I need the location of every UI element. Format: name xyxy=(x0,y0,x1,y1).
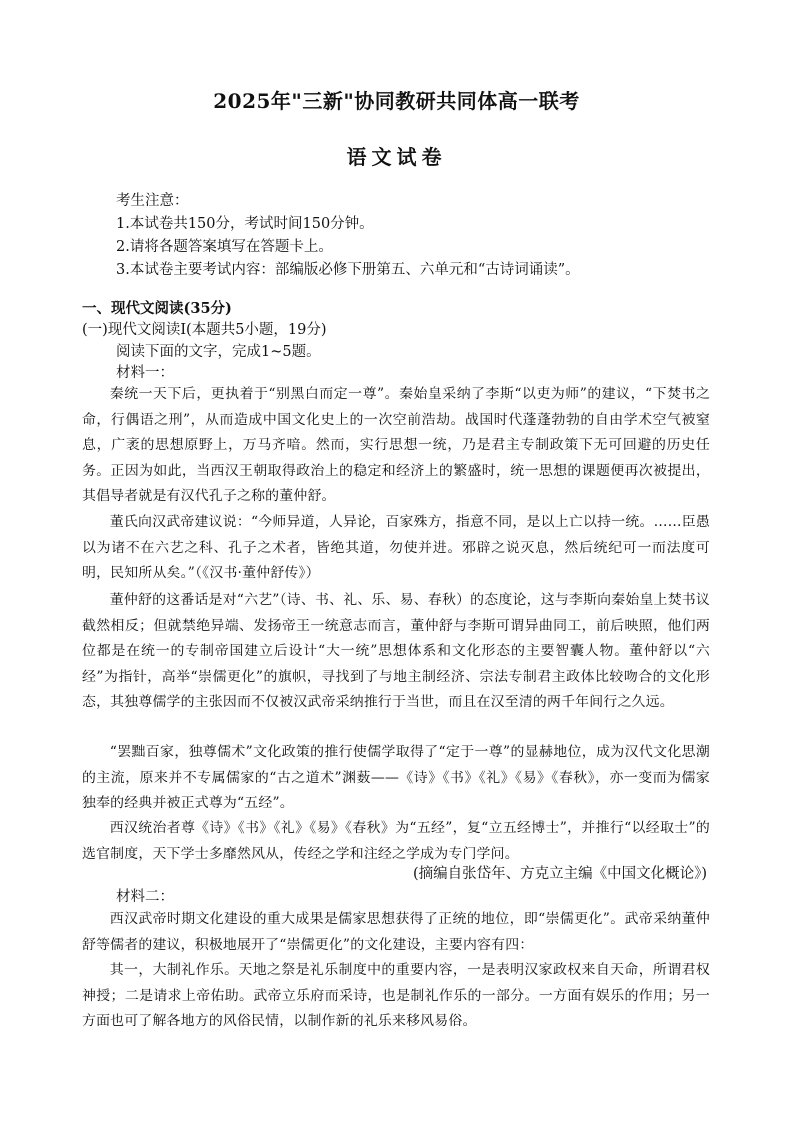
notice-heading: 考生注意： xyxy=(116,193,189,209)
material2-paragraph: 其一，大制礼作乐。天地之祭是礼乐制度中的重要内容，一是表明汉家政权来自天命，所谓君权神授；二是请求上帝佑助。武帝立乐府而采诗，也是制礼作乐的一部分。一方面有娱乐的作用；另一方面也可了解各地方的风俗民情，以制作新的礼乐来移风易俗。 xyxy=(82,962,710,1029)
material1-paragraph: 董仲舒的这番话是对“六艺”（诗、书、礼、乐、易、春秋）的态度论，这与李斯向秦始皇上焚书议截然相反；但就禁绝异端、发扬帝王一统意志而言，董仲舒与李斯可谓异曲同工，前后映照，他们两位都是在统一的专制帝国建立后设计“大一统”思想体系和文化形态的主要智囊人物。董仲舒以“六经”为指针，高举“崇儒更化”的旗帜，寻找到了与地主制经济、宗法专制君主政体比较吻合的文化形态，其独尊儒学的主张因而不仅被汉武帝采纳推行于当世，而且在汉至清的两千年间行之久远。 xyxy=(82,592,710,710)
subsection-heading: (一)现代文阅读Ⅰ(本题共5小题，19分) xyxy=(82,322,327,338)
material-label: 材料一： xyxy=(116,365,174,381)
notice-item: 2.请将各题答案填写在答题卡上。 xyxy=(116,239,333,255)
material1-paragraph: 秦统一天下后，更执着于“别黑白而定一尊”。秦始皇采纳了李斯“以吏为师”的建议，“下焚书之命，行偶语之刑”，从而造成中国文化史上的一次空前浩劫。战国时代蓬蓬勃勃的自由学术空气被窒息，广袤的思想原野上，万马齐喑。然而，实行思想一统，乃是君主专制政策下无可回避的历史任务。正因为如此，当西汉王朝取得政治上的稳定和经济上的繁盛时，统一思想的课题便再次被提出，其倡导者就是有汉代孔子之称的董仲舒。 xyxy=(82,386,710,504)
material2-paragraph: 西汉武帝时期文化建设的重大成果是儒家思想获得了正统的地位，即“崇儒更化”。武帝采纳董仲舒等儒者的建议，积极地展开了“崇儒更化”的文化建设，主要内容有四： xyxy=(82,911,710,953)
material1-paragraph: 西汉统治者尊《诗》《书》《礼》《易》《春秋》为“五经”，复“立五经博士”，并推行“以经取士”的选官制度，天下学士多靡然风从，传经之学和注经之学成为专门学问。 xyxy=(82,820,710,862)
material1-paragraph: 董氏向汉武帝建议说：“今师异道，人异论，百家殊方，指意不同，是以上亡以持一统。……臣愚以为诸不在六艺之科、孔子之术者，皆绝其道，勿使并进。邪辟之说灭息，然后统纪可一而法度可明，民知所从矣。”（《汉书·董仲舒传》） xyxy=(82,514,710,581)
exam-subtitle: 语文试卷 xyxy=(346,145,447,169)
section-heading: 一、现代文阅读(35分) xyxy=(82,300,232,317)
exam-title: 2025年"三新"协同教研共同体高一联考 xyxy=(213,89,580,113)
candidate-notice xyxy=(116,190,580,282)
reading-instruction: 阅读下面的文字，完成1~5题。 xyxy=(116,344,321,360)
material1-source: (摘编自张岱年、方克立主编《中国文化概论》) xyxy=(412,866,707,882)
material1-paragraph: “罢黜百家，独尊儒术”文化政策的推行使儒学取得了“定于一尊”的显赫地位，成为汉代文化思潮的主流，原来并不专属儒家的“古之道术”渊薮——《诗》《书》《礼》《易》《春秋》，亦一变而为儒家独奉的经典并被正式尊为“五经”。 xyxy=(82,744,710,811)
material-label: 材料二： xyxy=(116,889,174,905)
notice-item: 1.本试卷共150分，考试时间150分钟。 xyxy=(116,216,374,232)
notice-item: 3.本试卷主要考试内容：部编版必修下册第五、六单元和“古诗词诵读”。 xyxy=(116,262,580,278)
